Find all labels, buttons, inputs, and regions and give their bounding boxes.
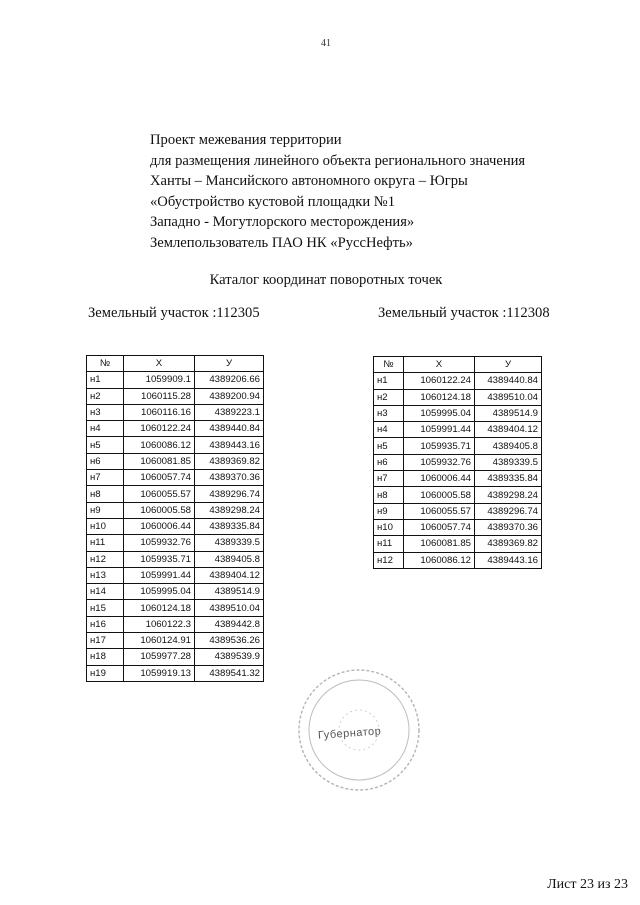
- table-row: [374, 373, 542, 389]
- y-coordinate-cell: 4389369.82: [475, 536, 542, 552]
- x-coordinate-cell: 1059932.76: [404, 454, 475, 470]
- point-id-cell: н6: [374, 454, 404, 470]
- y-coordinate-cell: 4389335.84: [475, 471, 542, 487]
- x-coordinate-cell: 1060081.85: [404, 536, 475, 552]
- y-coordinate-cell: 4389339.5: [195, 535, 264, 551]
- x-coordinate-cell: 1060115.28: [124, 388, 195, 404]
- table-row: [87, 388, 264, 404]
- table-row: [87, 404, 264, 420]
- x-coordinate-cell: 1060057.74: [404, 519, 475, 535]
- y-coordinate-cell: 4389536.26: [195, 633, 264, 649]
- coordinates-table-112305: [86, 355, 264, 682]
- column-header-x: X: [124, 356, 195, 372]
- x-coordinate-cell: 1059935.71: [124, 551, 195, 567]
- table-row: [87, 567, 264, 583]
- y-coordinate-cell: 4389369.82: [195, 453, 264, 469]
- point-id-cell: н11: [87, 535, 124, 551]
- y-coordinate-cell: 4389514.9: [195, 584, 264, 600]
- x-coordinate-cell: 1060124.91: [124, 633, 195, 649]
- table-row: [87, 665, 264, 681]
- y-coordinate-cell: 4389510.04: [195, 600, 264, 616]
- project-header: [150, 130, 525, 253]
- y-coordinate-cell: 4389370.36: [195, 470, 264, 486]
- table-header-row: [374, 357, 542, 373]
- coordinates-table-112308: [373, 356, 542, 569]
- table-row: [87, 633, 264, 649]
- point-id-cell: н3: [87, 404, 124, 420]
- y-coordinate-cell: 4389541.32: [195, 665, 264, 681]
- y-coordinate-cell: 4389335.84: [195, 518, 264, 534]
- header-line: «Обустройство кустовой площадки №1: [150, 193, 396, 210]
- y-coordinate-cell: 4389298.24: [475, 487, 542, 503]
- point-id-cell: н12: [87, 551, 124, 567]
- table-row: [87, 486, 264, 502]
- header-line: Проект межевания территории: [150, 132, 342, 148]
- y-coordinate-cell: 4389296.74: [195, 486, 264, 502]
- point-id-cell: н11: [374, 536, 404, 552]
- point-id-cell: н8: [374, 487, 404, 503]
- table-row: [374, 405, 542, 421]
- y-coordinate-cell: 4389206.66: [195, 372, 264, 388]
- x-coordinate-cell: 1060055.57: [404, 503, 475, 519]
- x-coordinate-cell: 1059991.44: [404, 422, 475, 438]
- table-row: [374, 471, 542, 487]
- point-id-cell: н1: [374, 373, 404, 389]
- x-coordinate-cell: 1060006.44: [404, 471, 475, 487]
- header-line: Ханты – Мансийского автономного округа – Югры: [150, 173, 468, 189]
- table-row: [87, 535, 264, 551]
- table-row: [87, 616, 264, 632]
- table-row: [87, 518, 264, 534]
- x-coordinate-cell: 1059909.1: [124, 372, 195, 388]
- point-id-cell: н15: [87, 600, 124, 616]
- x-coordinate-cell: 1059935.71: [404, 438, 475, 454]
- point-id-cell: н10: [87, 518, 124, 534]
- x-coordinate-cell: 1060081.85: [124, 453, 195, 469]
- y-coordinate-cell: 4389200.94: [195, 388, 264, 404]
- column-header-number: №: [87, 356, 124, 372]
- y-coordinate-cell: 4389442.8: [195, 616, 264, 632]
- point-id-cell: н5: [374, 438, 404, 454]
- point-id-cell: н10: [374, 519, 404, 535]
- y-coordinate-cell: 4389405.8: [195, 551, 264, 567]
- point-id-cell: н9: [374, 503, 404, 519]
- point-id-cell: н3: [374, 405, 404, 421]
- table-row: [374, 422, 542, 438]
- point-id-cell: н4: [374, 422, 404, 438]
- point-id-cell: н17: [87, 633, 124, 649]
- x-coordinate-cell: 1060122.3: [124, 616, 195, 632]
- header-line: для размещения линейного объекта регионального значения: [150, 152, 526, 169]
- table-row: [374, 389, 542, 405]
- table-row: [374, 503, 542, 519]
- y-coordinate-cell: 4389298.24: [195, 502, 264, 518]
- point-id-cell: н7: [374, 471, 404, 487]
- x-coordinate-cell: 1060005.58: [404, 487, 475, 503]
- table-row: [374, 487, 542, 503]
- table-row: [374, 536, 542, 552]
- column-header-number: №: [374, 357, 404, 373]
- x-coordinate-cell: 1059932.76: [124, 535, 195, 551]
- column-header-y: У: [475, 357, 542, 373]
- x-coordinate-cell: 1060122.24: [404, 373, 475, 389]
- x-coordinate-cell: 1060086.12: [404, 552, 475, 568]
- table-row: [87, 372, 264, 388]
- header-line: Землепользователь ПАО НК «РуссНефть»: [150, 234, 413, 251]
- point-id-cell: н18: [87, 649, 124, 665]
- table-row: [87, 470, 264, 486]
- point-id-cell: н14: [87, 584, 124, 600]
- table-row: [87, 502, 264, 518]
- table-row: [374, 438, 542, 454]
- x-coordinate-cell: 1060124.18: [404, 389, 475, 405]
- table-row: [87, 551, 264, 567]
- table-row: [87, 649, 264, 665]
- x-coordinate-cell: 1060122.24: [124, 421, 195, 437]
- column-header-x: X: [404, 357, 475, 373]
- point-id-cell: н2: [87, 388, 124, 404]
- point-id-cell: н1: [87, 372, 124, 388]
- point-id-cell: н9: [87, 502, 124, 518]
- y-coordinate-cell: 4389405.8: [475, 438, 542, 454]
- point-id-cell: н12: [374, 552, 404, 568]
- parcel-label-112305: Земельный участок :112305: [88, 305, 260, 321]
- column-header-y: У: [195, 356, 264, 372]
- x-coordinate-cell: 1060005.58: [124, 502, 195, 518]
- y-coordinate-cell: 4389440.84: [195, 421, 264, 437]
- point-id-cell: н4: [87, 421, 124, 437]
- x-coordinate-cell: 1060116.16: [124, 404, 195, 420]
- y-coordinate-cell: 4389443.16: [195, 437, 264, 453]
- stamp-text: Губернатор: [317, 725, 382, 742]
- table-row: [87, 584, 264, 600]
- x-coordinate-cell: 1060055.57: [124, 486, 195, 502]
- table-row: [87, 453, 264, 469]
- point-id-cell: н7: [87, 470, 124, 486]
- table-row: [374, 519, 542, 535]
- point-id-cell: н2: [374, 389, 404, 405]
- table-row: [374, 454, 542, 470]
- y-coordinate-cell: 4389404.12: [475, 422, 542, 438]
- x-coordinate-cell: 1060057.74: [124, 470, 195, 486]
- table-row: [87, 437, 264, 453]
- point-id-cell: н16: [87, 616, 124, 632]
- y-coordinate-cell: 4389404.12: [195, 567, 264, 583]
- parcel-label-112308: Земельный участок :112308: [378, 305, 550, 321]
- y-coordinate-cell: 4389223.1: [195, 404, 264, 420]
- x-coordinate-cell: 1059919.13: [124, 665, 195, 681]
- y-coordinate-cell: 4389514.9: [475, 405, 542, 421]
- x-coordinate-cell: 1059977.28: [124, 649, 195, 665]
- y-coordinate-cell: 4389370.36: [475, 519, 542, 535]
- point-id-cell: н8: [87, 486, 124, 502]
- y-coordinate-cell: 4389539.9: [195, 649, 264, 665]
- y-coordinate-cell: 4389510.04: [475, 389, 542, 405]
- header-line: Западно - Могутлорского месторождения»: [150, 214, 415, 230]
- y-coordinate-cell: 4389443.16: [475, 552, 542, 568]
- x-coordinate-cell: 1059995.04: [404, 405, 475, 421]
- page-number: 41: [321, 38, 331, 49]
- point-id-cell: н13: [87, 567, 124, 583]
- sheet-footer: Лист 23 из 23: [547, 877, 628, 892]
- x-coordinate-cell: 1060086.12: [124, 437, 195, 453]
- x-coordinate-cell: 1059991.44: [124, 567, 195, 583]
- table-header-row: [87, 356, 264, 372]
- table-row: [87, 421, 264, 437]
- catalog-title: Каталог координат поворотных точек: [209, 272, 443, 288]
- y-coordinate-cell: 4389440.84: [475, 373, 542, 389]
- x-coordinate-cell: 1060006.44: [124, 518, 195, 534]
- y-coordinate-cell: 4389296.74: [475, 503, 542, 519]
- table-row: [374, 552, 542, 568]
- x-coordinate-cell: 1059995.04: [124, 584, 195, 600]
- table-row: [87, 600, 264, 616]
- point-id-cell: н6: [87, 453, 124, 469]
- y-coordinate-cell: 4389339.5: [475, 454, 542, 470]
- point-id-cell: н19: [87, 665, 124, 681]
- point-id-cell: н5: [87, 437, 124, 453]
- x-coordinate-cell: 1060124.18: [124, 600, 195, 616]
